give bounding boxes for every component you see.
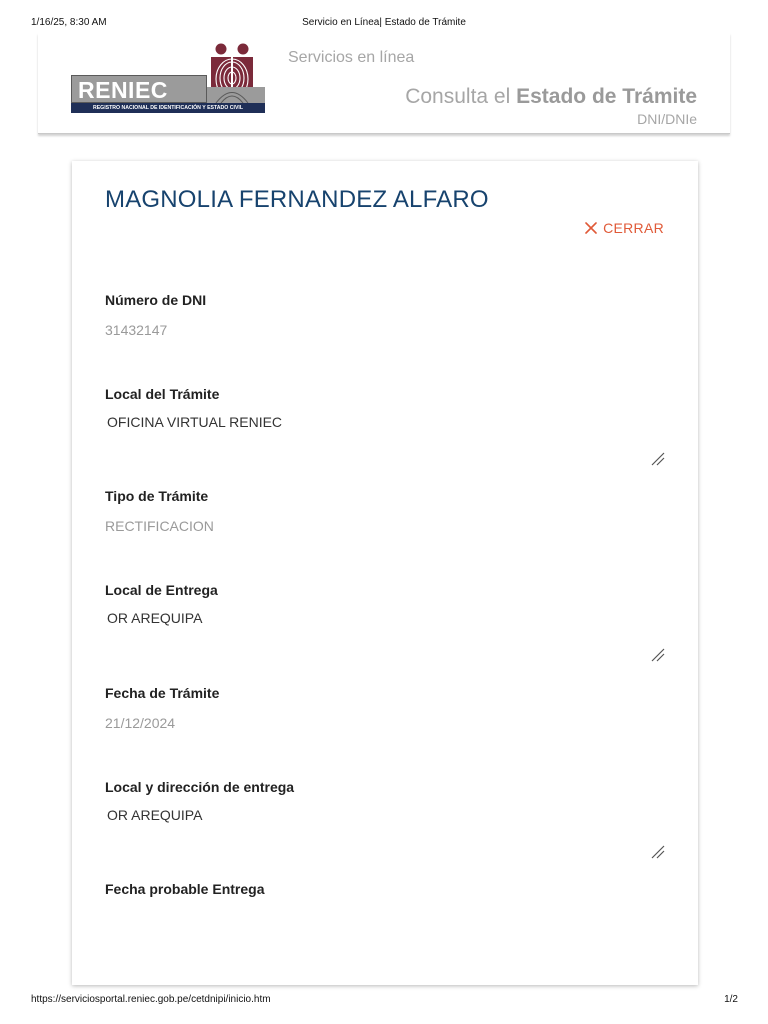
- field-fecha-tramite: [105, 685, 665, 731]
- page-heading: [405, 85, 697, 109]
- page-heading-bold: Estado de Trámite: [516, 85, 697, 108]
- person-name: MAGNOLIA FERNANDEZ ALFARO: [105, 186, 489, 213]
- field-label: Fecha de Trámite: [105, 685, 220, 701]
- local-tramite-textarea[interactable]: [105, 414, 665, 466]
- tipo-tramite-value: RECTIFICACION: [105, 518, 214, 534]
- resize-grip-icon[interactable]: [651, 648, 665, 662]
- close-button[interactable]: [585, 220, 664, 236]
- print-url: https://serviciosportal.reniec.gob.pe/cetdnipi/inicio.htm: [31, 994, 271, 1005]
- resize-grip-icon[interactable]: [651, 452, 665, 466]
- print-datetime: 1/16/25, 8:30 AM: [31, 17, 107, 28]
- field-direccion-entrega: [105, 779, 665, 859]
- reniec-logo[interactable]: [71, 42, 265, 114]
- direccion-entrega-textarea[interactable]: [105, 807, 665, 859]
- field-fecha-probable: [105, 881, 665, 911]
- local-entrega-value: OR AREQUIPA: [107, 610, 203, 626]
- resize-grip-icon[interactable]: [651, 845, 665, 859]
- local-entrega-textarea[interactable]: [105, 610, 665, 662]
- print-page-number: 1/2: [724, 994, 738, 1005]
- field-dni: [105, 292, 665, 338]
- field-label: Fecha probable Entrega: [105, 881, 265, 897]
- print-page-title: Servicio en Línea| Estado de Trámite: [302, 17, 466, 28]
- direccion-entrega-value: OR AREQUIPA: [107, 807, 203, 823]
- local-tramite-value: OFICINA VIRTUAL RENIEC: [107, 414, 283, 430]
- field-label: Número de DNI: [105, 292, 207, 308]
- logo-figures-icon: [207, 42, 265, 103]
- logo-wordmark: RENIEC: [71, 75, 207, 103]
- status-card: [72, 161, 698, 985]
- field-tipo-tramite: [105, 488, 665, 534]
- field-label: Tipo de Trámite: [105, 488, 209, 504]
- close-icon: [585, 222, 597, 234]
- logo-subtitle: REGISTRO NACIONAL DE IDENTIFICACIÓN Y ESTADO CIVIL: [71, 103, 265, 113]
- site-header: [38, 33, 730, 134]
- service-title: Servicios en línea: [288, 49, 415, 66]
- field-label: Local del Trámite: [105, 386, 220, 402]
- field-local-tramite: [105, 386, 665, 466]
- field-label: Local de Entrega: [105, 582, 218, 598]
- page-subheading: DNI/DNIe: [637, 111, 697, 127]
- fecha-tramite-value: 21/12/2024: [105, 715, 176, 731]
- field-label: Local y dirección de entrega: [105, 779, 295, 795]
- page-heading-prefix: Consulta el: [405, 85, 511, 108]
- field-local-entrega: [105, 582, 665, 662]
- dni-value: 31432147: [105, 322, 168, 338]
- close-button-label: CERRAR: [603, 220, 664, 236]
